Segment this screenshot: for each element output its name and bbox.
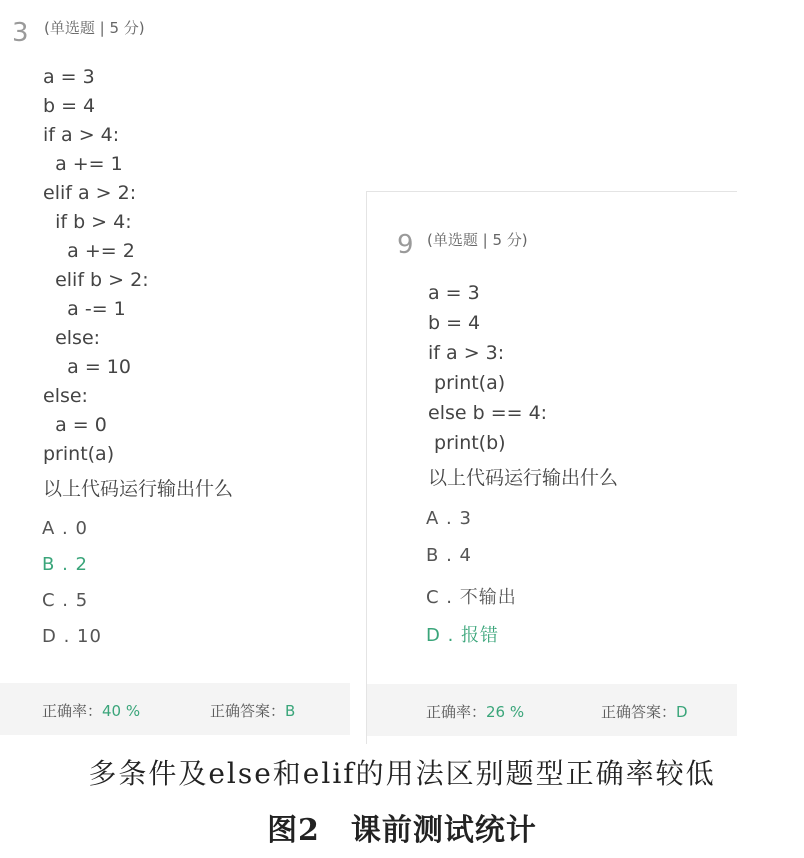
- code-line: b = 4: [428, 312, 481, 334]
- code-line: b = 4: [43, 95, 96, 117]
- question-number: 3: [12, 18, 29, 48]
- question-type-label: (单选题 | 5 分): [44, 19, 145, 37]
- option-b[interactable]: B . 4: [426, 545, 472, 566]
- code-line: print(b): [428, 432, 506, 454]
- accuracy-value: 40 %: [102, 702, 141, 720]
- answer-stat: 正确答案：B: [210, 702, 296, 720]
- question-card-9: [366, 191, 737, 744]
- option-a[interactable]: A . 0: [42, 518, 88, 539]
- code-line: else:: [43, 327, 101, 349]
- option-d[interactable]: D . 报错: [426, 625, 500, 646]
- option-c[interactable]: C . 5: [42, 590, 89, 611]
- code-line: print(a): [428, 372, 506, 394]
- code-line: if a > 4:: [43, 124, 120, 146]
- answer-value: B: [285, 702, 296, 720]
- code-line: a = 0: [43, 414, 107, 436]
- accuracy-stat: 正确率：26 %: [426, 703, 525, 721]
- question-text: 以上代码运行输出什么: [428, 467, 619, 489]
- accuracy-stat: 正确率：40 %: [42, 702, 141, 720]
- option-c[interactable]: C . 不输出: [426, 587, 517, 608]
- stats-bar: [0, 683, 350, 735]
- question-number: 9: [397, 230, 414, 260]
- question-card-3: [0, 0, 350, 735]
- answer-value: D: [676, 703, 688, 721]
- code-line: a -= 1: [43, 298, 126, 320]
- figure-description: 多条件及else和elif的用法区别题型正确率较低: [88, 757, 716, 790]
- option-d[interactable]: D . 10: [42, 626, 102, 647]
- code-line: elif b > 2:: [43, 269, 149, 291]
- question-type-label: (单选题 | 5 分): [427, 231, 528, 249]
- stats-bar: [367, 684, 737, 736]
- code-line: else b == 4:: [428, 402, 548, 424]
- code-line: a = 3: [43, 66, 95, 88]
- question-text: 以上代码运行输出什么: [43, 478, 234, 500]
- option-b[interactable]: B . 2: [42, 554, 88, 575]
- code-line: a = 3: [428, 282, 480, 304]
- code-line: else:: [43, 385, 88, 407]
- code-line: a += 2: [43, 240, 135, 262]
- code-line: a += 1: [43, 153, 123, 175]
- code-line: if a > 3:: [428, 342, 505, 364]
- option-a[interactable]: A . 3: [426, 508, 472, 529]
- code-line: a = 10: [43, 356, 131, 378]
- code-line: print(a): [43, 443, 115, 465]
- answer-stat: 正确答案：D: [601, 703, 688, 721]
- figure-caption: 图2 课前测试统计: [267, 813, 537, 848]
- accuracy-value: 26 %: [486, 703, 525, 721]
- code-line: if b > 4:: [43, 211, 132, 233]
- code-line: elif a > 2:: [43, 182, 137, 204]
